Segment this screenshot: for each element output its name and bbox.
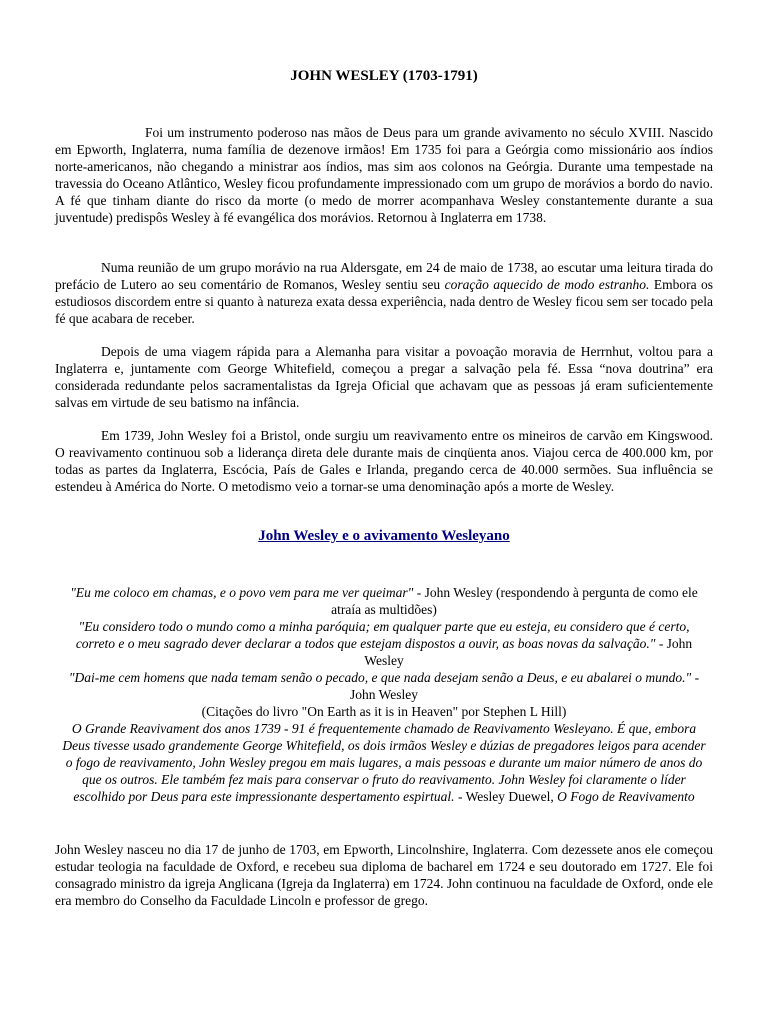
paragraph-3: Depois de uma viagem rápida para a Alemanha para visitar a povoação moravia de Herrnhut, voltou para a Inglaterra e, juntamente com George Whitefield, começou a pregar a salvação pela fé. Essa “nova doutrina” era considerada redundante pelos sacramentalistas da Igreja Oficial que achavam que as pessoas já eram suficientemente salvas em virtude de seu batismo na infância. [55, 344, 713, 410]
quote-4-text: O Grande Reavivament dos anos 1739 - 91 é frequentemente chamado de Reavivamento Wesleyano. É que, embora Deus tivesse usado grandemente George Whitefield, os dois irmãos Wesley e dúzias de pregadores leigos para acender o fogo de reavivamento, John Wesley pregou em mais lugares, a mais pessoas e durante um maior número de anos do que os outros. Ele também fez mais para conservar o fruto do reavivamento. John Wesley foi claramente o líder escolhido por Deus para este impressionante despertamento espirtual. [62, 721, 706, 804]
quotes-block [58, 584, 710, 805]
quote-3-text: "Dai-me cem homens que nada temam senão o pecado, e que nada desejam senão a Deus, e eu abalarei o mundo." [68, 670, 692, 685]
quote-2 [58, 618, 710, 669]
quote-1 [58, 584, 710, 618]
paragraph-2-emphasis: coração aquecido de modo estranho. [444, 277, 650, 292]
final-paragraph: John Wesley nasceu no dia 17 de junho de 1703, em Epworth, Lincolnshire, Inglaterra. Com dezessete anos ele começou estudar teologia na faculdade de Oxford, e recebeu sua diploma de bacharel em 1724 e seu doutorado em 1727. Ele foi consagrado ministro da igreja Anglicana (Igreja da Inglaterra) em 1724. John continuou na faculdade de Oxford, onde ele era membro do Conselho da Faculdade Lincoln e professor de grego. [55, 842, 713, 908]
quote-2-attribution: - John Wesley [364, 636, 693, 668]
quote-4-book-title: O Fogo de Reavivamento [557, 789, 695, 804]
paragraph-2 [55, 259, 713, 327]
quote-4 [58, 720, 710, 805]
paragraph-2-part-a: Numa reunião de um grupo morávio na rua Aldersgate, em 24 de maio de 1738, ao escutar uma leitura tirada do prefácio de Lutero ao seu comentário de Romanos, Wesley sentiu seu [55, 260, 713, 292]
quote-4-attribution: - Wesley Duewel, [454, 789, 558, 804]
paragraph-2-part-b: Embora os estudiosos discordem entre si quanto à natureza exata dessa experiência, nada dentro de Wesley ficou sem ser tocado pela fé que acabara de receber. [55, 277, 713, 326]
paragraph-1: Foi um instrumento poderoso nas mãos de Deus para um grande avivamento no século XVIII. Nascido em Epworth, Inglaterra, numa família de dezenove irmãos! Em 1735 foi para a Geórgia como missionário aos índios norte-americanos, não chegando a ministrar aos índios, mas sim aos colonos na Geórgia. Durante uma tempestade na travessia do Oceano Atlântico, Wesley ficou profundamente impressionado com um grupo de morávios a bordo do navio. A fé que tinham diante do risco da morte (o medo de morrer acompanhava Wesley constantemente durante a sua juventude) predispôs Wesley à fé evangélica dos morávios. Retornou à Inglaterra em 1738. [55, 125, 713, 225]
quote-1-text: "Eu me coloco em chamas, e o povo vem para me ver queimar" [70, 585, 414, 600]
paragraph-4: Em 1739, John Wesley foi a Bristol, onde surgiu um reavivamento entre os mineiros de carvão em Kingswood. O reavivamento continuou sob a liderança direta dele durante mais de cinqüenta anos. Viajou cerca de 400.000 km, por todas as partes da Inglaterra, Escócia, País de Gales e Irlanda, pregando cerca de 40.000 sermões. Sua influência se estendeu à América do Norte. O metodismo veio a tornar-se uma denominação após a morte de Wesley. [55, 428, 713, 494]
document-title: JOHN WESLEY (1703-1791) [290, 68, 478, 84]
quote-3-attribution: - John Wesley [349, 670, 700, 702]
quote-1-attribution: - John Wesley (respondendo à pergunta de como ele atraía as multidões) [331, 585, 698, 617]
quote-3 [58, 669, 710, 703]
section-heading-link[interactable]: John Wesley e o avivamento Wesleyano [258, 528, 510, 544]
quote-citation: (Citações do livro "On Earth as it is in Heaven" por Stephen L Hill) [201, 704, 567, 719]
quote-2-text: "Eu considero todo o mundo como a minha paróquia; em qualquer parte que eu esteja, eu considero que é certo, correto e o meu sagrado dever declarar a todos que estejam dispostos a ouvir, as boas novas da salvação." [75, 619, 690, 651]
